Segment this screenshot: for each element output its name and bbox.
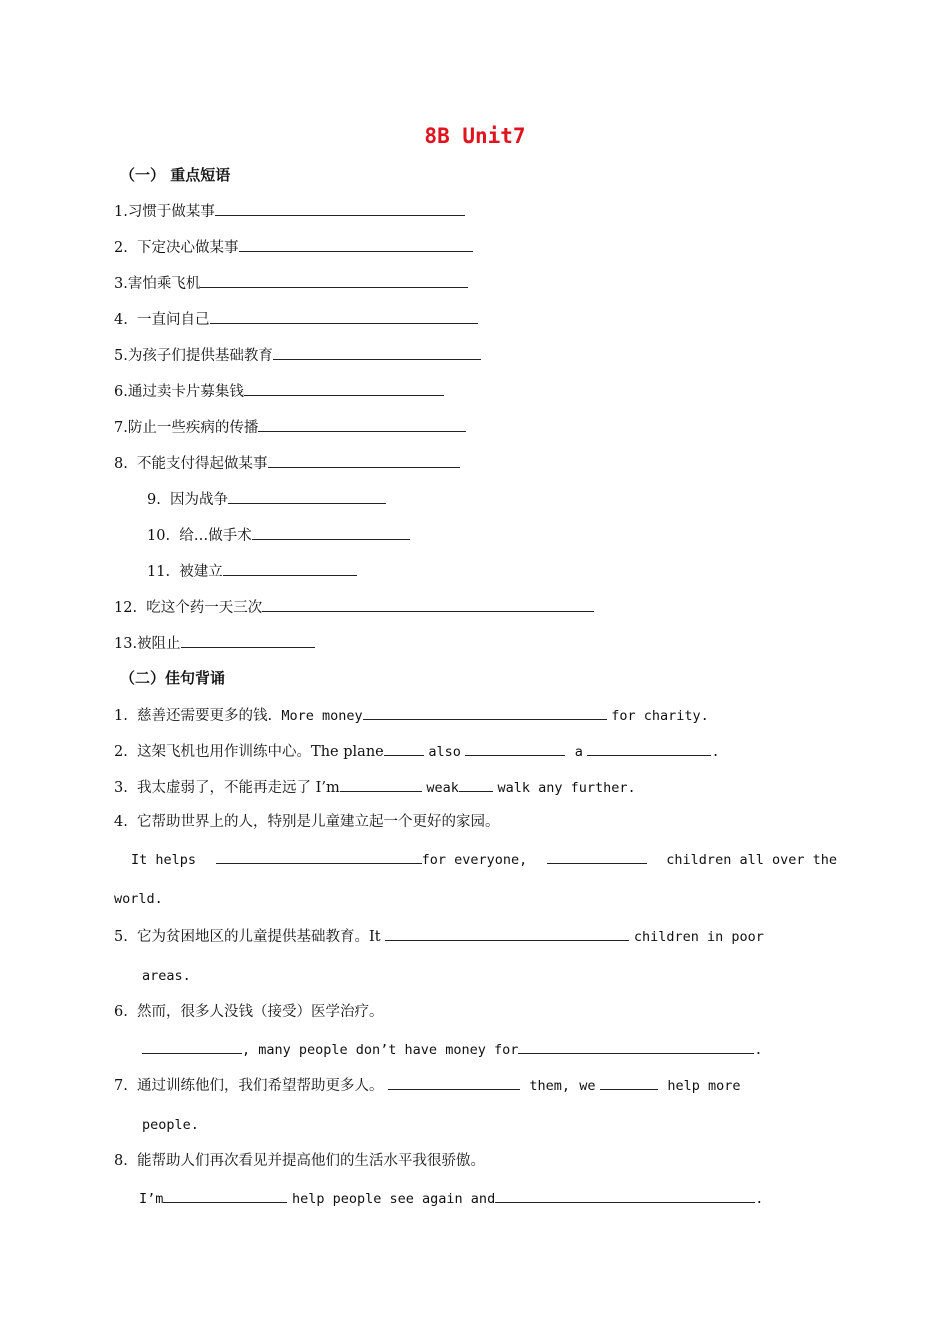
- phrase-item: [114, 596, 594, 618]
- phrase-item: [114, 416, 466, 438]
- answer-blank[interactable]: [252, 524, 410, 540]
- blank-group: [216, 848, 528, 868]
- section-heading-sentences: （二）佳句背诵: [120, 669, 226, 687]
- sentence-en: .: [711, 744, 720, 760]
- sentence-continuation: world.: [114, 891, 163, 907]
- answer-blank[interactable]: [262, 596, 594, 612]
- sentence-continuation: areas.: [142, 968, 191, 984]
- sentence-en: children in poor: [633, 929, 764, 945]
- answer-blank[interactable]: [459, 776, 493, 792]
- sentence-item: [114, 925, 764, 947]
- sentence-cn: 6. 然而，很多人没钱（接受）医学治疗。: [114, 1004, 384, 1020]
- phrase-item: [114, 308, 478, 330]
- sentence-continuation: [142, 1038, 762, 1060]
- answer-blank[interactable]: [587, 740, 711, 756]
- answer-blank[interactable]: [223, 560, 357, 576]
- sentence-item: [114, 1002, 384, 1022]
- sentence-en: help more: [667, 1078, 741, 1094]
- sentence-en: More money: [281, 708, 363, 724]
- sentence-cn: 2. 这架飞机也用作训练中心。The plane: [114, 744, 384, 760]
- phrase-text: 11. 被建立: [147, 564, 223, 580]
- sentence-en: a: [574, 744, 583, 760]
- sentence-item: [114, 1151, 485, 1171]
- answer-blank[interactable]: [163, 1187, 287, 1203]
- answer-blank[interactable]: [215, 200, 465, 216]
- answer-blank[interactable]: [216, 848, 422, 864]
- answer-blank[interactable]: [385, 925, 629, 941]
- sentence-en: weak: [426, 780, 459, 796]
- phrase-item: [114, 200, 465, 222]
- sentence-en: also: [428, 744, 461, 760]
- sentence-en: help people see again and: [292, 1191, 496, 1207]
- answer-blank[interactable]: [239, 236, 473, 252]
- sentence-cn: 5. 它为贫困地区的儿童提供基础教育。It: [114, 929, 381, 945]
- answer-blank[interactable]: [363, 704, 607, 720]
- answer-blank[interactable]: [465, 740, 565, 756]
- phrase-text: 4. 一直问自己: [114, 312, 210, 328]
- answer-blank[interactable]: [388, 1074, 520, 1090]
- phrase-text: 6.通过卖卡片募集钱: [114, 384, 244, 400]
- answer-blank[interactable]: [547, 848, 647, 864]
- sentence-en: .: [754, 1042, 763, 1058]
- sentence-continuation: [131, 848, 837, 868]
- section-heading-phrases: （一） 重点短语: [120, 166, 231, 184]
- sentence-cn: 4. 它帮助世界上的人，特别是儿童建立起一个更好的家园。: [114, 814, 500, 830]
- phrase-text: 9. 因为战争: [147, 492, 229, 508]
- sentence-en: for everyone,: [421, 852, 528, 868]
- sentence-en: , many people don’t have money for: [242, 1042, 519, 1058]
- answer-blank[interactable]: [340, 776, 422, 792]
- sentence-cn: 8. 能帮助人们再次看见并提高他们的生活水平我很骄傲。: [114, 1153, 486, 1169]
- sentence-en: walk any further.: [497, 780, 636, 796]
- answer-blank[interactable]: [495, 1187, 755, 1203]
- phrase-item: [114, 272, 468, 294]
- sentence-en: children all over the: [666, 852, 837, 868]
- phrase-text: 2. 下定决心做某事: [114, 240, 239, 256]
- phrase-item: [114, 452, 460, 474]
- answer-blank[interactable]: [268, 452, 460, 468]
- phrase-text: 7.防止一些疾病的传播: [114, 420, 259, 436]
- phrase-item: [114, 632, 315, 654]
- phrase-item: [114, 236, 473, 258]
- sentence-item: [114, 1074, 741, 1096]
- phrase-item: [147, 488, 386, 510]
- answer-blank[interactable]: [518, 1038, 754, 1054]
- phrase-text: 3.害怕乘飞机: [114, 276, 201, 292]
- sentence-en: .: [755, 1191, 764, 1207]
- phrase-text: 12. 吃这个药一天三次: [114, 600, 263, 616]
- answer-blank[interactable]: [384, 740, 424, 756]
- answer-blank[interactable]: [142, 1038, 242, 1054]
- phrase-text: 1.习惯于做某事: [114, 204, 215, 220]
- phrase-text: 10. 给…做手术: [147, 528, 252, 544]
- phrase-item: [114, 380, 444, 402]
- sentence-en: for charity.: [611, 708, 709, 724]
- answer-blank[interactable]: [181, 632, 315, 648]
- answer-blank[interactable]: [200, 272, 468, 288]
- answer-blank[interactable]: [600, 1074, 658, 1090]
- sentence-item: [114, 704, 709, 726]
- sentence-en: I’m: [139, 1191, 164, 1207]
- page-title: 8B Unit7: [424, 124, 526, 148]
- answer-blank[interactable]: [273, 344, 481, 360]
- phrase-text: 8. 不能支付得起做某事: [114, 456, 268, 472]
- sentence-item: [114, 776, 636, 798]
- phrase-item: [147, 560, 357, 582]
- sentence-continuation: people.: [142, 1117, 199, 1133]
- sentence-en: It helps: [131, 852, 197, 868]
- sentence-en: we: [579, 1078, 596, 1094]
- sentence-cn: 1. 慈善还需要更多的钱.: [114, 708, 273, 724]
- sentence-cn: 3. 我太虚弱了，不能再走远了 I’m: [114, 780, 340, 796]
- sentence-cn: 7. 通过训练他们，我们希望帮助更多人。: [114, 1078, 384, 1094]
- answer-blank[interactable]: [244, 380, 444, 396]
- phrase-text: 5.为孩子们提供基础教育: [114, 348, 273, 364]
- answer-blank[interactable]: [228, 488, 386, 504]
- answer-blank[interactable]: [210, 308, 478, 324]
- phrase-item: [114, 344, 481, 366]
- phrase-item: [147, 524, 410, 546]
- sentence-item: [114, 812, 500, 832]
- answer-blank[interactable]: [258, 416, 466, 432]
- sentence-en: them,: [529, 1078, 571, 1094]
- sentence-item: [114, 740, 720, 762]
- sentence-continuation: [139, 1187, 763, 1209]
- phrase-text: 13.被阻止: [114, 636, 181, 652]
